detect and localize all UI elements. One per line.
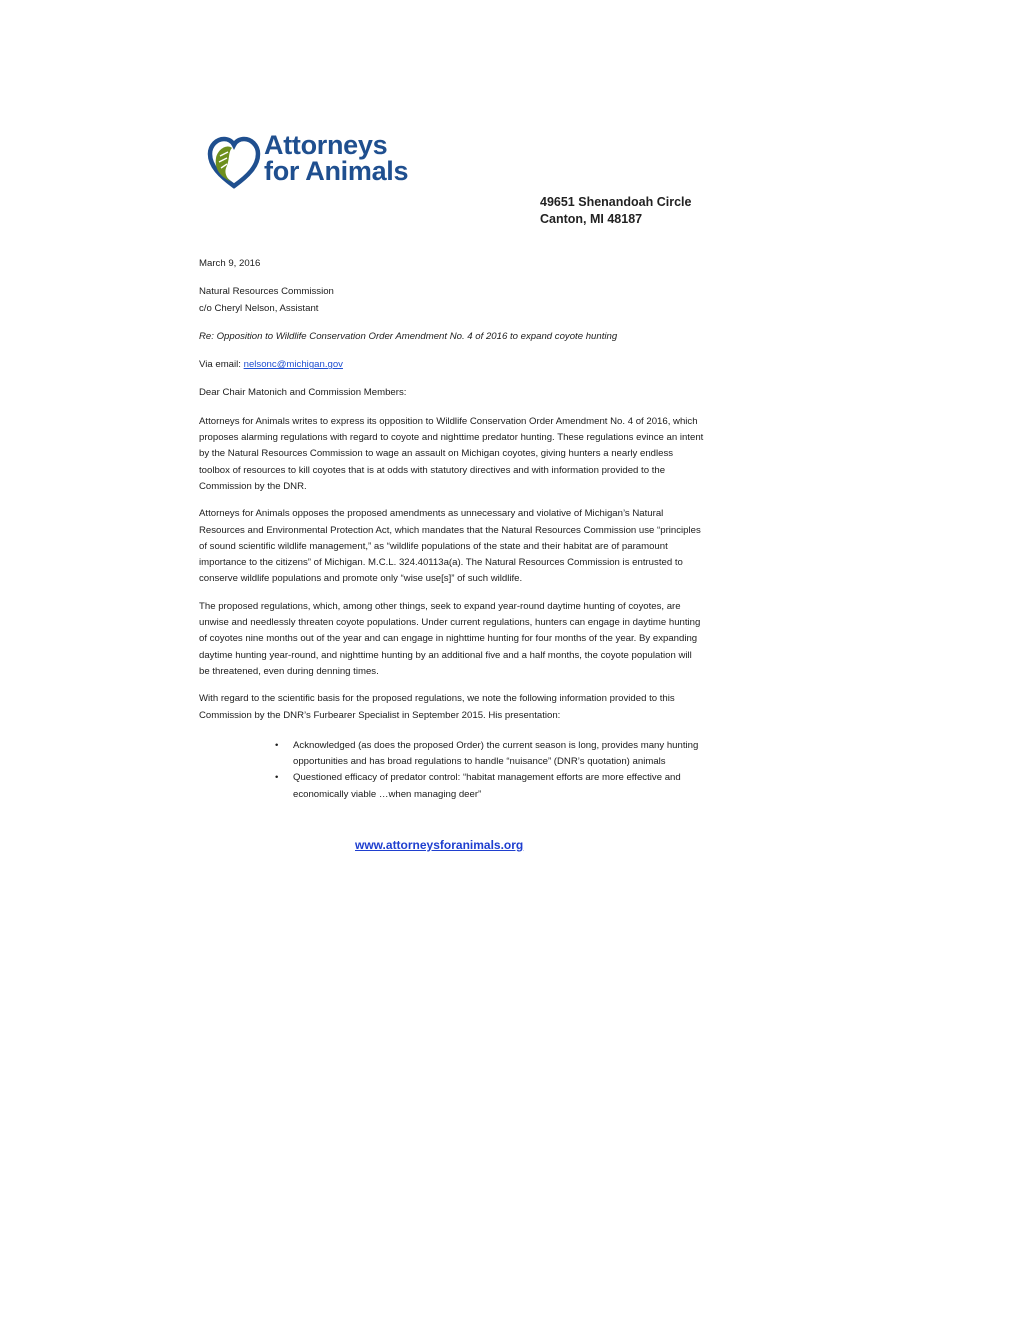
recipient-line-2: c/o Cheryl Nelson, Assistant	[199, 302, 319, 314]
address-street: 49651 Shenandoah Circle	[540, 195, 692, 209]
address-city: Canton, MI 48187	[540, 212, 643, 226]
recipient-block	[199, 284, 705, 317]
logo-line-2: for Animals	[264, 156, 409, 186]
via-email-label: Via email:	[199, 359, 244, 371]
heart-leaf-logo-icon	[206, 134, 262, 190]
logo-line-1: Attorneys	[264, 130, 388, 160]
list-item	[275, 738, 705, 771]
email-link[interactable]: nelsonc@michigan.gov	[243, 359, 343, 371]
bullet-text: Acknowledged (as does the proposed Order) the current season is long, provides many hunting opportunities and has broad regulations to handle “nuisance” (DNR’s quotation) animals	[293, 739, 699, 768]
paragraph-3: The proposed regulations, which, among other things, seek to expand year-round daytime hunting of coyotes, are unwise and needlessly threaten coyote populations. Under current regulations, hunters can engage in daytime hunting of coyotes nine months out of the year and can engage in nighttime hunting for four months of the year. By expanding daytime hunting year-round, and nighttime hunting by an additional five and a half months, the coyote population will be threatened, even during denning times.	[199, 600, 701, 677]
subject-line: Re: Opposition to Wildlife Conservation Order Amendment No. 4 of 2016 to expand coyote hunting	[199, 330, 618, 342]
paragraph-4: With regard to the scientific basis for the proposed regulations, we note the following information provided to this Commission by the DNR’s Furbearer Specialist in September 2015. His presentation:	[199, 693, 675, 721]
list-item	[275, 770, 705, 803]
salutation: Dear Chair Matonich and Commission Members:	[199, 387, 407, 399]
via-email-line	[199, 357, 705, 373]
bullet-glyph: •	[275, 739, 279, 751]
bullet-text: Questioned efficacy of predator control: “habitat management efforts are more effective and economically viable …when managing deer”	[293, 772, 681, 800]
letter-date: March 9, 2016	[199, 258, 261, 269]
website-link[interactable]: www.attorneysforanimals.org	[355, 838, 524, 852]
presentation-bullet-list	[199, 738, 705, 803]
logo-wordmark	[264, 132, 408, 184]
return-address	[540, 194, 691, 228]
paragraph-1: Attorneys for Animals writes to express its opposition to Wildlife Conservation Order Amendment No. 4 of 2016, which proposes alarming regulations with regard to coyote and nighttime predator hunting. These regulations evince an intent by the Natural Resources Commission to wage an assault on Michigan coyotes, giving hunters a nearly endless toolbox of resources to kill coyotes that is at odds with statutory directives and with information provided to the Commission by the DNR.	[199, 415, 704, 492]
letter-body	[199, 256, 705, 803]
paragraph-2: Attorneys for Animals opposes the proposed amendments as unnecessary and violative of Michigan’s Natural Resources and Environmental Protection Act, which mandates that the Natural Resources Commission use “principles of sound scientific wildlife management,” as “wildlife populations of the state and their habitat are of paramount importance to the citizens” of Michigan. M.C.L. 324.40113a(a). The Natural Resources Commission is entrusted to conserve wildlife populations and promote only “wise use[s]” of such wildlife.	[199, 508, 701, 585]
logo	[206, 132, 436, 192]
recipient-line-1: Natural Resources Commission	[199, 286, 334, 298]
bullet-glyph: •	[275, 772, 279, 784]
